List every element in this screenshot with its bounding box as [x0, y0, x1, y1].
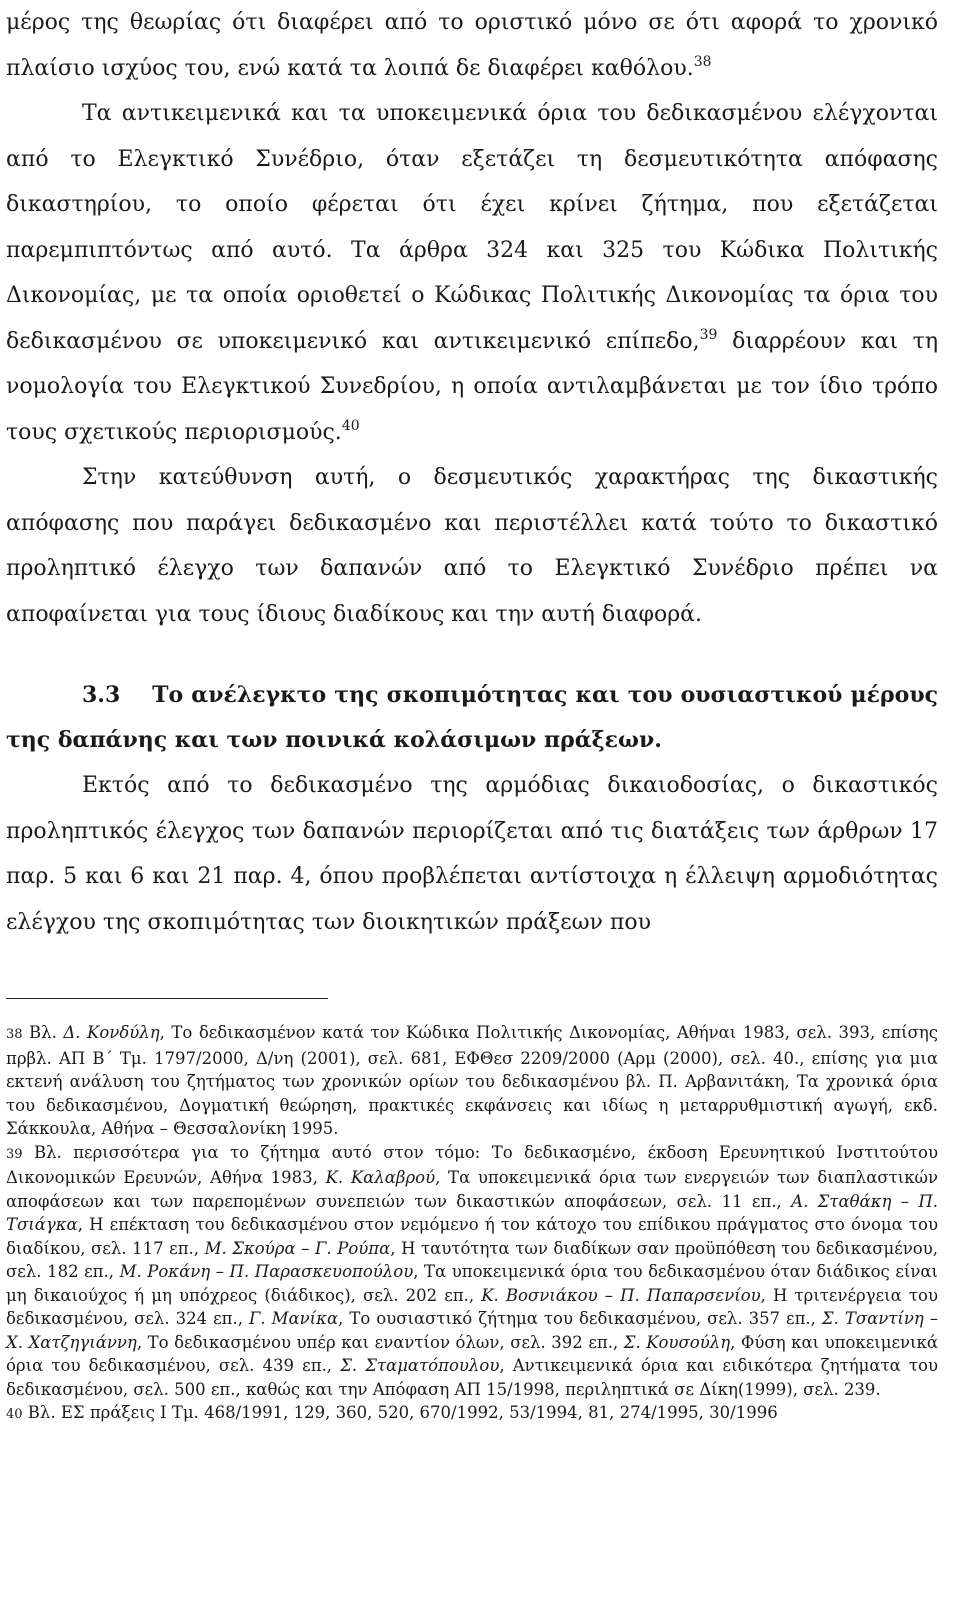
footnote-separator: [6, 998, 328, 999]
footnote-39: [6, 1141, 938, 1402]
author-name: Δ. Κονδύλη: [63, 1023, 160, 1042]
author-name: Σ. Σταματόπουλου: [340, 1356, 500, 1375]
footnote-40: [6, 1401, 938, 1427]
paragraph-continuation: [6, 0, 938, 91]
footnote-text: , Αντικειμενικά όρια και ειδικότερα ζητήματα του δεδικασμένου, σελ. 500 επ., καθώς και την Απόφαση ΑΠ 15/1998, περιληπτικά σε Δίκη(1999), σελ. 239.: [6, 1356, 938, 1399]
footnote-text: Βλ. περισσότερα για το ζήτημα αυτό στον τόμο: Το δεδικασμένο, έκδοση Ερευνητικού Ινστιτούτου Δικονομικών Ερευνών, Αθήνα 1983,: [6, 1142, 938, 1187]
paragraph-text: Στην κατεύθυνση αυτή, ο δεσμευτικός χαρακτήρας της δικαστικής απόφασης που παράγει δεδικασμένο και περιστέλλει κατά τούτο το δικαστικό προληπτικό έλεγχο των δαπανών από το Ελεγκτικό Συνέδριο πρέπει να αποφαίνεται για τους ίδιους διαδίκους και την αυτή διαφορά.: [6, 465, 938, 627]
footnotes: [6, 1021, 938, 1427]
author-name: Γ. Μανίκα: [248, 1309, 339, 1328]
footnote-text: , Φύση και υποκειμενικά όρια του δεδικασμένου, σελ. 439 επ.,: [6, 1332, 938, 1375]
paragraph-text: Εκτός από το δεδικασμένο της αρμόδιας δικαιοδοσίας, ο δικαστικός προληπτικός έλεγχος των δαπανών περιορίζεται από τις διατάξεις των άρθρων 17 παρ. 5 και 6 και 21 παρ. 4, όπου προβλέπεται αντίστοιχα η έλλειψη αρμοδιότητας ελέγχου της σκοπιμότητας των διοικητικών πράξεων που: [6, 773, 938, 935]
paragraph-limits: [6, 91, 938, 455]
paragraph-text: Τα αντικειμενικά και τα υποκειμενικά όρια του δεδικασμένου ελέγχονται από το Ελεγκτικό Συνέδριο, όταν εξετάζει τη δεσμευτικότητα απόφασης δικαστηρίου, το οποίο φέρεται ότι έχει κρίνει ζήτημα, που εξετάζεται παρεμπιπτόντως από αυτό. Τα άρθρα 324 και 325 του Κώδικα Πολιτικής Δικονομίας, με τα οποία οριοθετεί ο Κώδικας Πολιτικής Δικονομίας τα όρια του δεδικασμένου σε υποκειμενικό και αντικειμενικό επίπεδο,: [6, 101, 938, 354]
footnote-number: 39: [6, 1146, 23, 1162]
author-name: Κ. Καλαβρού: [325, 1168, 436, 1187]
footnote-text: , Η επέκταση του δεδικασμένου στον νεμόμενο ή τον κάτοχο του επίδικου πράγματος στο όνομα του διαδίκου, σελ. 117 επ.,: [6, 1215, 938, 1258]
footnote-text: , Το δεδικασμένου υπέρ και εναντίον όλων, σελ. 392 επ.,: [136, 1332, 624, 1352]
author-name: Μ. Σκούρα – Γ. Ρούπα: [204, 1238, 391, 1258]
footnote-text: , Το δεδικασμένον κατά τον Κώδικα Πολιτικής Δικονομίας, Αθήναι 1983, σελ. 393, επίσης πρβλ. ΑΠ Β΄ Τμ. 1797/2000, Δ/νη (2001), σελ. 681, ΕΦΘεσ 2209/2000 (Αρμ (2000), σελ. 40., επίσης για μια εκτενή ανάλυση του ζητήματος των χρονικών ορίων του δεδικασμένου βλ. Π. Αρβανιτάκη, Τα χρονικά όρια του δεδικασμένου, Δογματική θεώρηση, πρακτικές εκφάνσεις και ιδίως η μεταρρυθμιστική αγωγή, εκδ. Σάκκουλα, Αθήνα – Θεσσαλονίκη 1995.: [6, 1023, 938, 1138]
footnote-text: , Το ουσιαστικό ζήτημα του δεδικασμένου, σελ. 357 επ.,: [338, 1309, 822, 1328]
author-name: Μ. Ροκάνη – Π. Παρασκευοπούλου: [119, 1262, 414, 1281]
footnote-text: Βλ. ΕΣ πράξεις Ι Τμ. 468/1991, 129, 360, 520, 670/1992, 53/1994, 81, 274/1995, 30/1996: [22, 1403, 778, 1422]
author-name: Σ. Κουσούλη: [623, 1332, 731, 1352]
paragraph-review: [6, 763, 938, 945]
page-body: [6, 0, 938, 945]
paragraph-text: μέρος της θεωρίας ότι διαφέρει από το οριστικό μόνο σε ότι αφορά το χρονικό πλαίσιο ισχύος του, ενώ κατά τα λοιπά δε διαφέρει καθόλου.: [6, 10, 938, 81]
footnote-text: , Η τριτενέργεια του δεδικασμένου, σελ. 324 επ.,: [6, 1285, 938, 1328]
footnote-text: , Τα υποκειμενικά όρια του δεδικασμένου όταν διάδικος είναι μη δικαιούχος ή μη υπόχρεος (διάδικος), σελ. 202 επ.,: [6, 1262, 938, 1305]
footnote-ref[interactable]: 40: [341, 417, 360, 434]
footnote-text: Βλ.: [22, 1023, 64, 1042]
footnote-number: 40: [6, 1407, 23, 1422]
author-name: Α. Σταθάκη – Π. Τσιάγκα: [6, 1191, 939, 1234]
footnote-ref[interactable]: 39: [699, 326, 718, 343]
paragraph-text: διαρρέουν και τη νομολογία του Ελεγκτικού Συνεδρίου, η οποία αντιλαμβάνεται με τον ίδιο τρόπο τους σχετικούς περιορισμούς.: [6, 328, 938, 445]
footnote-ref[interactable]: 38: [693, 53, 712, 70]
section-title: Το ανέλεγκτο της σκοπιμότητας και του ουσιαστικού μέρους της δαπάνης και των ποινικά κολάσιμων πράξεων.: [6, 682, 938, 753]
footnote-38: [6, 1021, 938, 1141]
paragraph-direction: [6, 455, 938, 637]
author-name: Σ. Τσαντίνη – Χ. Χατζηγιάννη: [6, 1309, 939, 1352]
footnote-number: 38: [6, 1027, 23, 1042]
footnote-text: , Τα υποκειμενικά όρια των ενεργειών των διαπλαστικών αποφάσεων και των παρεπομένων συνεπειών των δικαστικών αποφάσεων, σελ. 11 επ.,: [6, 1168, 939, 1211]
section-number: 3.3: [82, 682, 121, 708]
section-heading: [6, 673, 938, 763]
author-name: Κ. Βοσνιάκου – Π. Παπαρσενίου: [481, 1285, 761, 1305]
footnote-text: , Η ταυτότητα των διαδίκων σαν προϋπόθεση του δεδικασμένου, σελ. 182 επ.,: [6, 1238, 938, 1281]
